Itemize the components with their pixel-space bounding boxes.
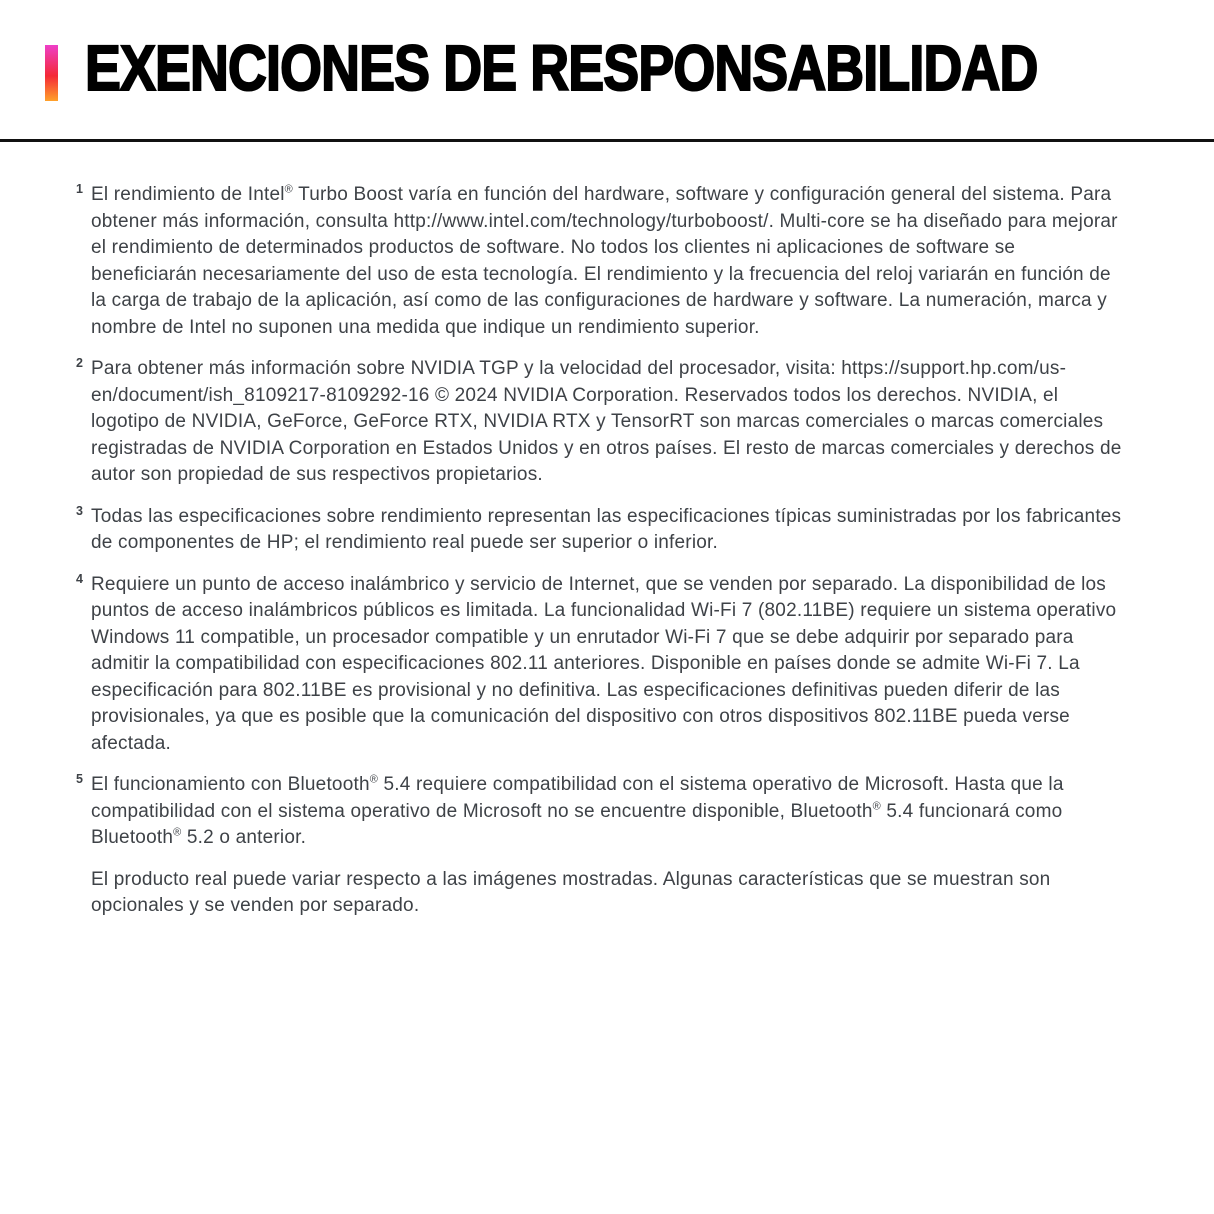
footnote-2-text: Para obtener más información sobre NVIDIA TGP y la velocidad del procesador, visita: https://support.hp.com/us-en/document/ish_8109217-8109292-16 © 2024 NVIDIA Corporation. Reservados todos los derechos. NVIDIA, el logotipo de NVIDIA, GeForce, GeForce RTX, NVIDIA RTX y TensorRT son marcas comerciales o marcas comerciales registradas de NVIDIA Corporation en Estados Unidos y en otros países. El resto de marcas comerciales y derechos de autor son propiedad de sus respectivos propietarios. <box>91 358 1122 485</box>
accent-bar <box>45 45 58 101</box>
page-title: EXENCIONES DE RESPONSABILIDAD <box>85 32 1038 104</box>
footnote-3-marker: 3 <box>76 503 84 518</box>
footnote-3-text: Todas las especificaciones sobre rendimiento representan las especificaciones típicas suministradas por los fabricantes de componentes de HP; el rendimiento real puede ser superior o inferior. <box>91 505 1122 553</box>
footnote-5-marker: 5 <box>76 772 84 786</box>
footnote-1-marker: 1 <box>76 182 84 196</box>
footnote-5-text: El funcionamiento con Bluetooth® 5.4 requiere compatibilidad con el sistema operativo de Microsoft. Hasta que la compatibilidad con el sistema operativo de Microsoft no se encuentre disponible, Bluetooth® 5.4 funcionará como Bluetooth® 5.2 o anterior. <box>91 773 1064 848</box>
footnote-1 <box>76 182 1124 341</box>
footnote-general-text: El producto real puede variar respecto a las imágenes mostradas. Algunas características que se muestran son opcionales y se venden por separado. <box>91 868 1051 916</box>
header-divider-rule <box>0 139 1214 142</box>
footnote-1-text: El rendimiento de Intel® Turbo Boost varía en función del hardware, software y configuración general del sistema. Para obtener más información, consulta http://www.intel.com/technology/turboboost/. Multi-core se ha diseñado para mejorar el rendimiento de determinados productos de software. No todos los clientes ni aplicaciones de software se beneficiarán necesariamente del uso de esta tecnología. El rendimiento y la frecuencia del reloj variarán en función de la carga de trabajo de la aplicación, así como de las configuraciones de hardware y software. La numeración, marca y nombre de Intel no suponen una medida que indique un rendimiento superior. <box>91 183 1118 338</box>
footnote-3 <box>76 504 1124 557</box>
footnote-2-marker: 2 <box>76 356 84 370</box>
footnote-4 <box>76 572 1124 758</box>
footnote-5 <box>76 772 1124 852</box>
footnote-2 <box>76 356 1124 489</box>
footnote-4-text: Requiere un punto de acceso inalámbrico y servicio de Internet, que se venden por separado. La disponibilidad de los puntos de acceso inalámbricos públicos es limitada. La funcionalidad Wi-Fi 7 (802.11BE) requiere un sistema operativo Windows 11 compatible, un procesador compatible y un enrutador Wi-Fi 7 que se debe adquirir por separado para admitir la compatibilidad con especificaciones 802.11 anteriores. Disponible en países donde se admite Wi-Fi 7. La especificación para 802.11BE es provisional y no definitiva. Las especificaciones definitivas pueden diferir de las provisionales, ya que es posible que la comunicación del dispositivo con otros dispositivos 802.11BE pueda verse afectada. <box>91 573 1117 754</box>
footnote-4-marker: 4 <box>76 571 84 586</box>
disclaimers-list <box>76 182 1132 935</box>
footnote-general-note <box>76 867 1124 920</box>
